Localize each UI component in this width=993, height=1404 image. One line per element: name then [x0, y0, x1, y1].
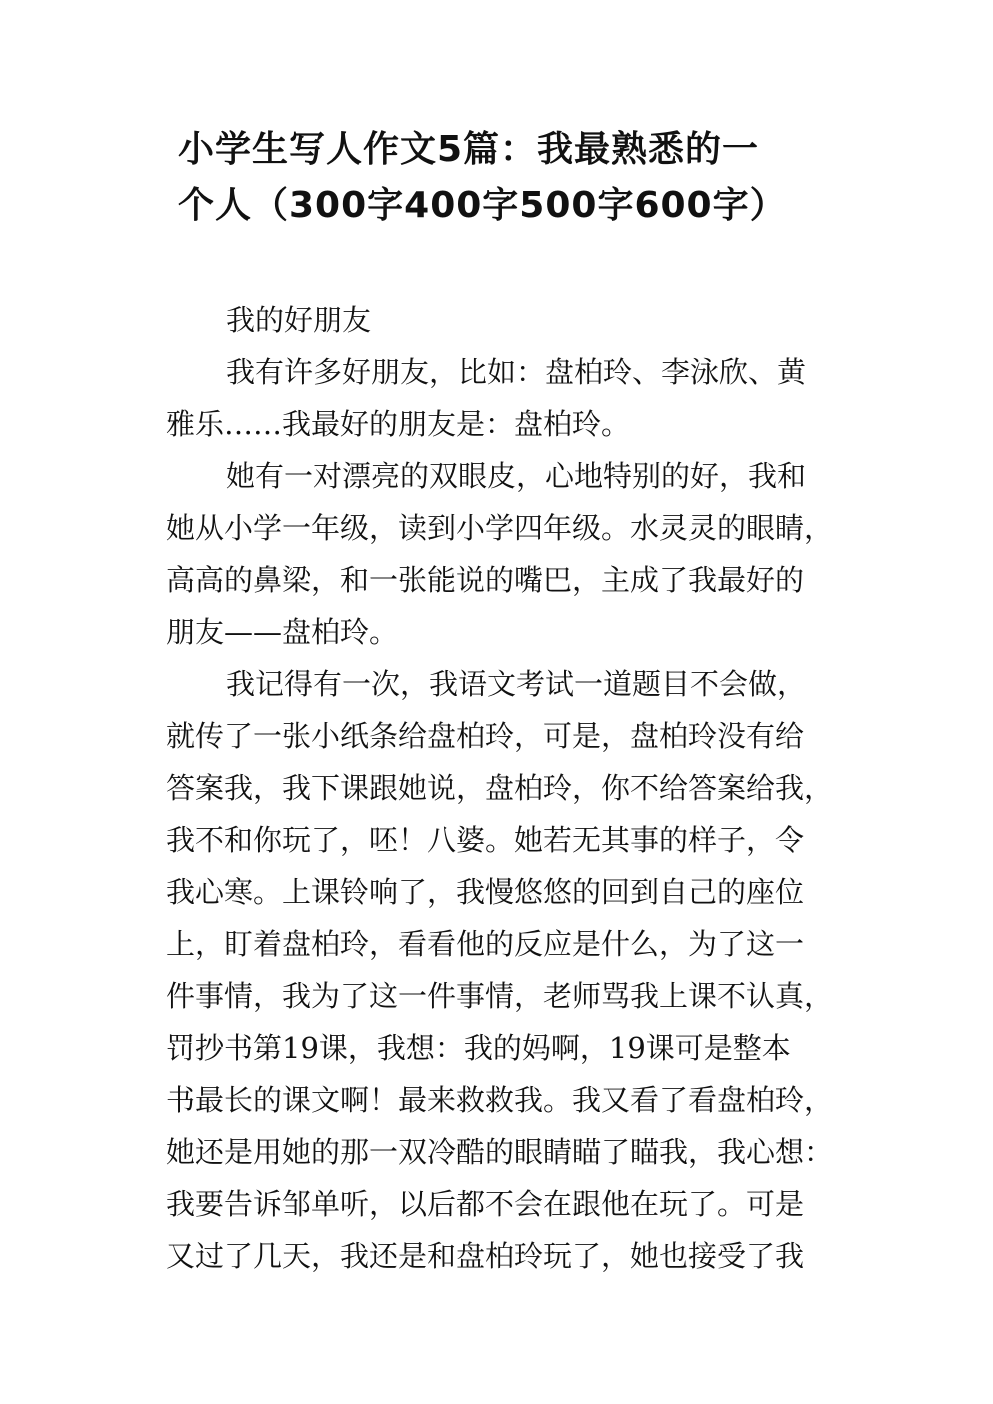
- text-line: 又过了几天，我还是和盘柏玲玩了，她也接受了我: [166, 1239, 805, 1273]
- text-line: 我记得有一次，我语文考试一道题目不会做，: [226, 667, 807, 701]
- title-line: 个人（300字400字500字600字）: [178, 185, 787, 226]
- text-line: 件事情，我为了这一件事情，老师骂我上课不认真，: [166, 979, 834, 1013]
- paragraph: [166, 346, 846, 450]
- document-body: [166, 294, 846, 1282]
- paragraph: [166, 658, 846, 1282]
- title-line: 小学生写人作文5篇：我最熟悉的一: [178, 129, 760, 170]
- text-line: 她从小学一年级，读到小学四年级。水灵灵的眼睛，: [166, 511, 834, 545]
- paragraph: [166, 450, 846, 658]
- text-line: 高高的鼻梁，和一张能说的嘴巴，主成了我最好的: [166, 563, 805, 597]
- text-line: 书最长的课文啊！最来救救我。我又看了看盘柏玲，: [166, 1083, 834, 1117]
- text-line: 雅乐……我最好的朋友是：盘柏玲。: [166, 407, 631, 441]
- text-line: 上，盯着盘柏玲，看看他的反应是什么，为了这一: [166, 927, 805, 961]
- text-line: 我心寒。上课铃响了，我慢悠悠的回到自己的座位: [166, 875, 805, 909]
- paragraph-subtitle: [166, 294, 846, 346]
- document-title: [178, 122, 838, 234]
- text-line: 我有许多好朋友，比如：盘柏玲、李泳欣、黄: [226, 355, 807, 389]
- text-line: 她还是用她的那一双冷酷的眼睛瞄了瞄我，我心想：: [166, 1135, 834, 1169]
- text-line: 罚抄书第19课，我想：我的妈啊，19课可是整本: [166, 1031, 791, 1065]
- text-line: 我要告诉邹单听，以后都不会在跟他在玩了。可是: [166, 1187, 805, 1221]
- text-line: 答案我，我下课跟她说，盘柏玲，你不给答案给我，: [166, 771, 834, 805]
- text-line: 就传了一张小纸条给盘柏玲，可是，盘柏玲没有给: [166, 719, 805, 753]
- text-line: 她有一对漂亮的双眼皮，心地特别的好，我和: [226, 459, 807, 493]
- text-line: 朋友——盘柏玲。: [166, 615, 399, 649]
- text-line: 我的好朋友: [226, 303, 372, 337]
- text-line: 我不和你玩了，呸！八婆。她若无其事的样子，令: [166, 823, 805, 857]
